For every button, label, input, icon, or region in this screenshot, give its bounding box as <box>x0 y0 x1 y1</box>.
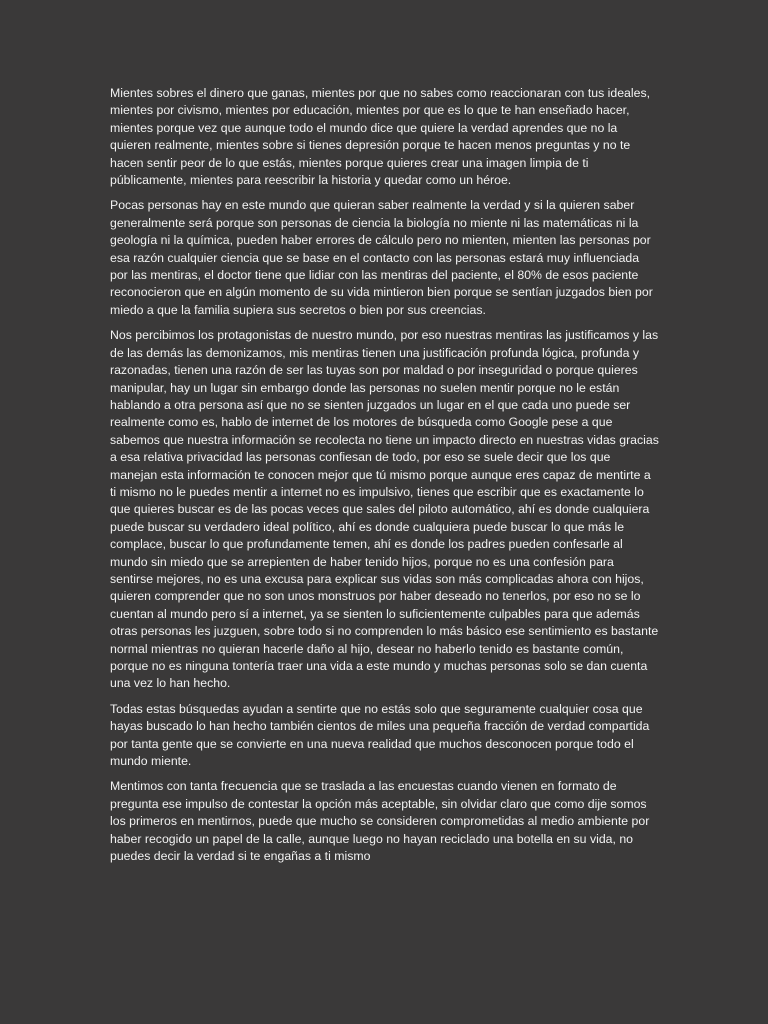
paragraph-2: Pocas personas hay en este mundo que quieran saber realmente la verdad y si la quieren saber generalmente será porque son personas de ciencia la biología no miente ni las matemáticas ni la geología ni la química, pueden haber errores de cálculo pero no mienten, mienten las personas por esa razón cualquier ciencia que se base en el contacto con las personas estará muy influenciada por las mentiras, el doctor tiene que lidiar con las mentiras del paciente, el 80% de esos paciente reconocieron que en algún momento de su vida mintieron bien porque se sentían juzgados bien por miedo a que la familia supiera sus secretos o bien por sus creencias. <box>110 198 653 317</box>
paragraph-1: Mientes sobres el dinero que ganas, mientes por que no sabes como reaccionaran con tus ideales, mientes por civismo, mientes por educación, mientes por que es lo que te han enseñado hacer, mientes porque vez que aunque todo el mundo dice que quiere la verdad aprendes que no la quieren realmente, mientes sobre si tienes depresión porque te hacen menos preguntas y no te hacen sentir peor de lo que estás, mientes porque quieres crear una imagen limpia de ti públicamente, mientes para reescribir la historia y quedar como un héroe. <box>110 86 651 188</box>
paragraph-4: Todas estas búsquedas ayudan a sentirte que no estás solo que seguramente cualquier cosa que hayas buscado lo han hecho también cientos de miles una pequeña fracción de verdad compartida por tanta gente que se convierte en una nueva realidad que muchos desconocen porque todo el mundo miente. <box>110 701 650 769</box>
text-column <box>110 85 659 873</box>
paragraph-5: Mentimos con tanta frecuencia que se traslada a las encuestas cuando vienen en formato de pregunta ese impulso de contestar la opción más aceptable, sin olvidar claro que como dije somos los primeros en mentirnos, puede que mucho se consideren comprometidas al medio ambiente por haber recogido un papel de la calle, aunque luego no hayan reciclado una botella en su vida, no puedes decir la verdad si te engañas a ti mismo <box>110 779 650 864</box>
paragraph-3: Nos percibimos los protagonistas de nuestro mundo, por eso nuestras mentiras las justificamos y las de las demás las demonizamos, mis mentiras tienen una justificación profunda lógica, profunda y razonadas, tienen una razón de ser las tuyas son por maldad o por inseguridad o porque quieres manipular, hay un lugar sin embargo donde las personas no suelen mentir porque no le están hablando a otra persona así que no se sienten juzgados un lugar en el que cada uno puede ser realmente como es, hablo de internet de los motores de búsqueda como Google pese a que sabemos que nuestra información se recolecta no tiene un impacto directo en nuestras vidas gracias a esa relativa privacidad las personas confiesan de todo, por eso se suele decir que los que manejan esta información te conocen mejor que tú mismo porque aunque eres capaz de mentirte a ti mismo no le puedes mentir a internet no es impulsivo, tienes que escribir que es exactamente lo que quieres buscar es de las pocas veces que sales del piloto automático, ahí es donde cualquiera puede buscar su verdadero ideal político, ahí es donde cualquiera puede buscar lo que más le complace, buscar lo que profundamente temen, ahí es donde los padres pueden confesarle al mundo sin miedo que se arrepienten de haber tenido hijos, porque no es una confesión para sentirse mejores, no es una excusa para explicar sus vidas son más complicadas ahora con hijos, quieren comprender que no son unos monstruos por haber deseado no tenerlos, por eso no se lo cuentan al mundo pero sí a internet, ya se sienten lo suficientemente culpables para que además otras personas les juzguen, sobre todo si no comprenden lo más básico ese sentimiento es bastante normal mientras no quieran hacerle daño al hijo, desear no haberlo tenido es bastante común, porque no es ninguna tontería traer una vida a este mundo y muchas personas solo se dan cuenta una vez lo han hecho. <box>110 328 659 691</box>
